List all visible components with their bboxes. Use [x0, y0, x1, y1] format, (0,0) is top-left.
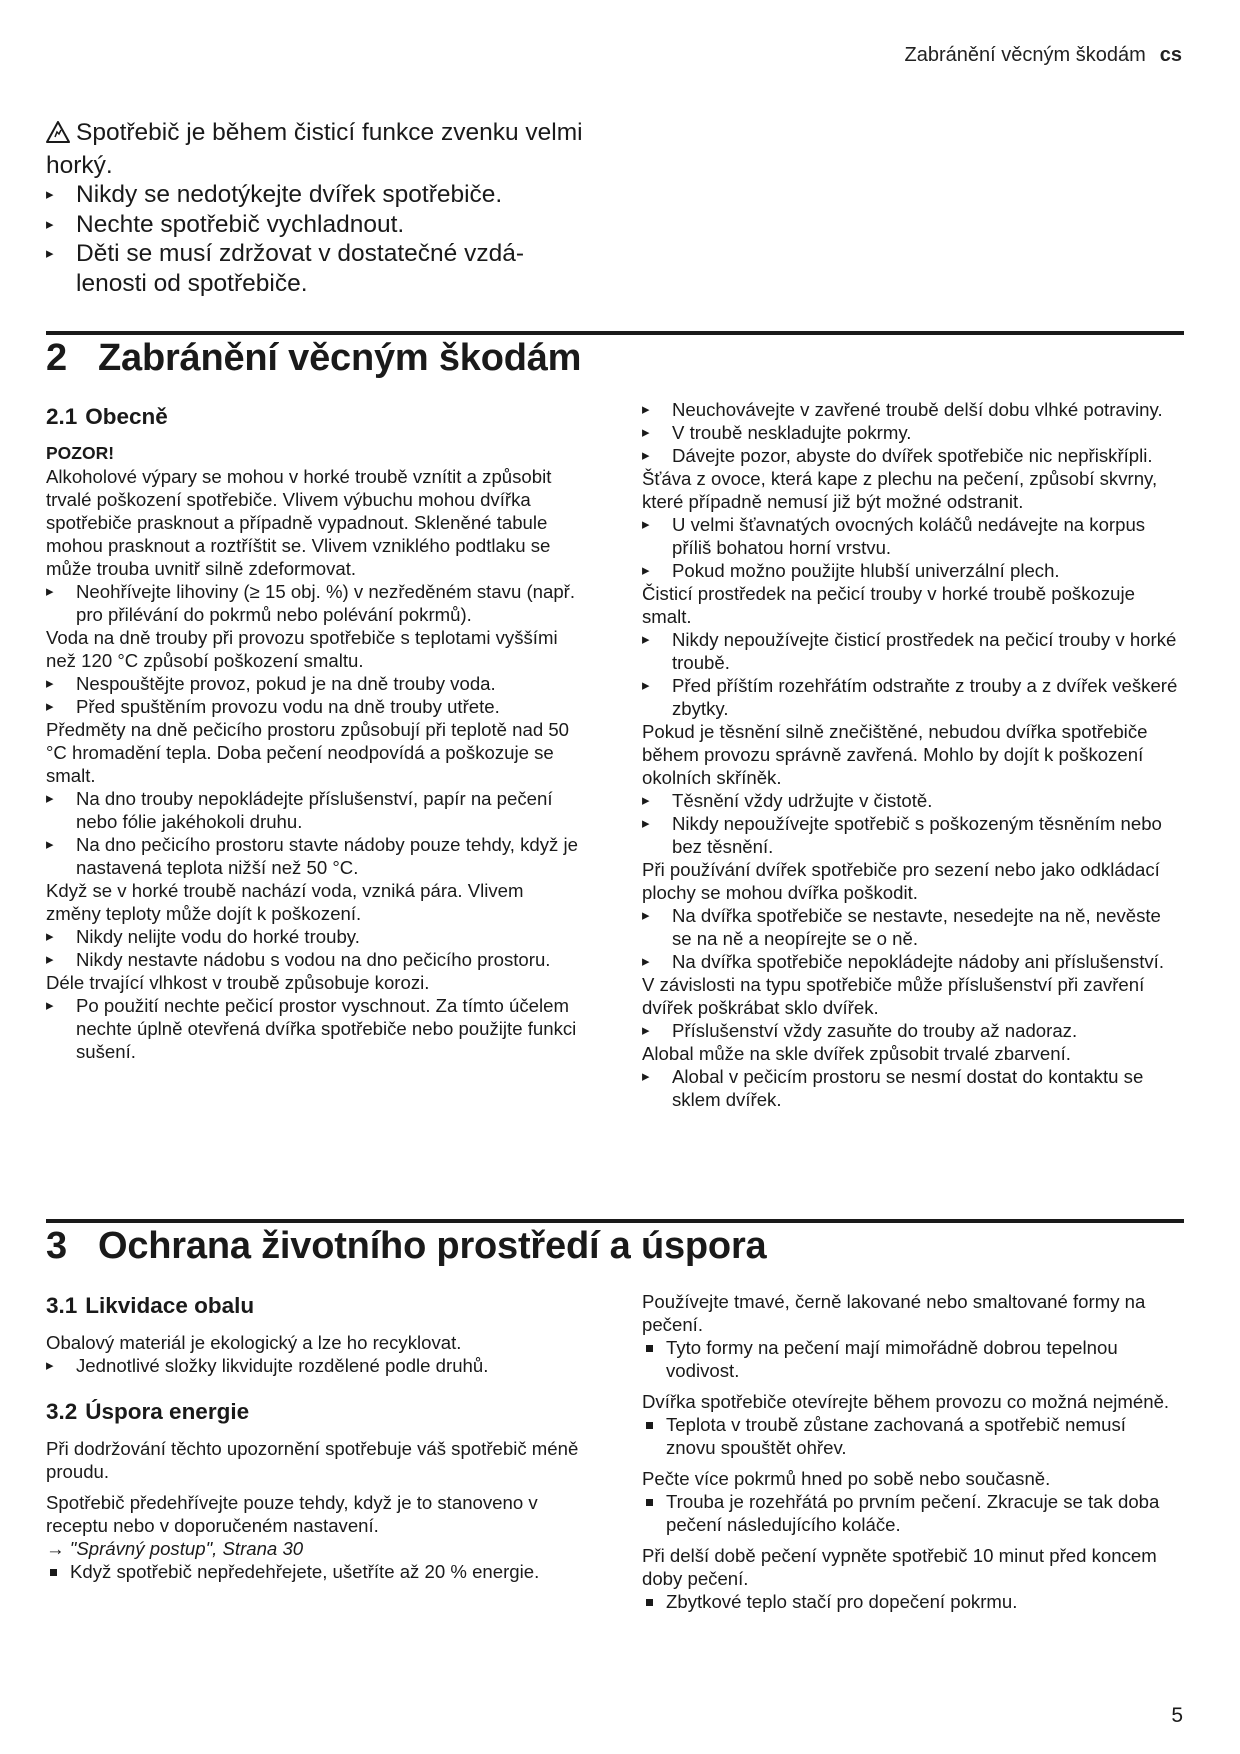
section-2-right-column	[642, 398, 1178, 1111]
section-rule	[46, 331, 1184, 335]
subsection-3-2-heading: 3.2 Úspora energie	[46, 1399, 250, 1424]
header-title: Zabránění věcným škodám	[904, 44, 1146, 66]
subsection-3-1-heading: 3.1 Likvidace obalu	[46, 1293, 255, 1318]
bullet-item: ▸ Nikdy nepoužívejte čisticí prostředek na pečicí trouby v horké troubě.	[642, 628, 1178, 674]
section-3-right-column	[642, 1290, 1178, 1613]
bullet-item: ▸ Po použití nechte pečicí prostor vyschnout. Za tímto účelem nechte úplně otevřená dvířka spotřebiče nebo použijte funkci sušení.	[46, 994, 582, 1063]
paragraph: Když se v horké troubě nachází voda, vzniká pára. Vlivem změny teploty může dojít k poškození.	[46, 880, 524, 924]
warning-text: Spotřebič je během čisticí funkce zvenku velmi horký.	[46, 119, 583, 179]
bullet-item: ▸ Dávejte pozor, abyste do dvířek spotřebiče nic nepřiskřípli.	[642, 444, 1178, 467]
paragraph: Používejte tmavé, černě lakované nebo smaltované formy na pečení.	[642, 1291, 1146, 1335]
square-bullet-item: Když spotřebič nepředehřejete, ušetříte až 20 % energie.	[46, 1560, 582, 1583]
bullet-item: ▸ Alobal v pečicím prostoru se nesmí dostat do kontaktu se sklem dvířek.	[642, 1065, 1178, 1111]
caution-label: POZOR!	[46, 443, 115, 463]
intro-warning	[46, 118, 586, 298]
section-rule	[46, 1219, 1184, 1223]
paragraph: V závislosti na typu spotřebiče může příslušenství při zavření dvířek poškrábat sklo dvířek.	[642, 974, 1145, 1018]
paragraph: Šťáva z ovoce, která kape z plechu na pečení, způsobí skvrny, které případně nemusí již být možné odstranit.	[642, 468, 1158, 512]
bullet-item: ▸ V troubě neskladujte pokrmy.	[642, 421, 1178, 444]
square-bullet-item: Tyto formy na pečení mají mimořádně dobrou tepelnou vodivost.	[642, 1336, 1178, 1382]
paragraph: Dvířka spotřebiče otevírejte během provozu co možná nejméně.	[642, 1391, 1170, 1412]
square-bullet-item: Teplota v troubě zůstane zachovaná a spotřebič nemusí znovu spouštět ohřev.	[642, 1413, 1178, 1459]
intro-bullet: ▸ Nechte spotřebič vychladnout.	[46, 210, 586, 240]
paragraph: Při dodržování těchto upozornění spotřebuje váš spotřebič méně proudu.	[46, 1438, 579, 1482]
bullet-item: ▸ Nespouštějte provoz, pokud je na dně trouby voda.	[46, 672, 582, 695]
intro-bullet: ▸ Děti se musí zdržovat v dostatečné vzdá-lenosti od spotřebiče.	[46, 239, 586, 298]
bullet-item: ▸ Na dno trouby nepokládejte příslušenství, papír na pečení nebo fólie jakéhokoli druhu.	[46, 787, 582, 833]
paragraph: Alobal může na skle dvířek způsobit trvalé zbarvení.	[642, 1043, 1071, 1064]
paragraph: Čisticí prostředek na pečicí trouby v horké troubě poškozuje smalt.	[642, 583, 1135, 627]
paragraph: Při používání dvířek spotřebiče pro sezení nebo jako odkládací plochy se mohou dvířka poškodit.	[642, 859, 1160, 903]
warning-triangle-icon	[46, 121, 70, 151]
page-number: 5	[1171, 1704, 1183, 1727]
bullet-item: ▸ Neuchovávejte v zavřené troubě delší dobu vlhké potraviny.	[642, 398, 1178, 421]
bullet-item: ▸ Příslušenství vždy zasuňte do trouby až nadoraz.	[642, 1019, 1178, 1042]
paragraph: Předměty na dně pečicího prostoru způsobují při teplotě nad 50 °C hromadění tepla. Doba pečení neodpovídá a poškozuje se smalt.	[46, 719, 570, 786]
square-bullet-item: Trouba je rozehřátá po prvním pečení. Zkracuje se tak doba pečení následujícího koláče.	[642, 1490, 1178, 1536]
bullet-item: ▸ Neohřívejte lihoviny (≥ 15 obj. %) v nezředěném stavu (např. pro přilévání do pokrmů nebo polévání pokrmů).	[46, 580, 582, 626]
section-2-left-column	[46, 404, 582, 1063]
bullet-item: ▸ Těsnění vždy udržujte v čistotě.	[642, 789, 1178, 812]
cross-reference-link[interactable]: → "Správný postup", Strana 30	[46, 1538, 304, 1559]
paragraph: Alkoholové výpary se mohou v horké troubě vznítit a způsobit trvalé poškození spotřebiče. Vlivem výbuchu mohou dvířka spotřebiče prasknout a případně vypadnout. Skleněné tabule mohou prasknout a roztříštit se. Vlivem vzniklého podtlaku se může trouba uvnitř silně zdeformovat.	[46, 466, 552, 579]
bullet-item: ▸ Nikdy nestavte nádobu s vodou na dno pečicího prostoru.	[46, 948, 582, 971]
section-3-heading: 3 Ochrana životního prostředí a úspora	[46, 1225, 767, 1267]
section-3-left-column	[46, 1293, 582, 1583]
paragraph: Obalový materiál je ekologický a lze ho recyklovat.	[46, 1332, 462, 1353]
subsection-2-1-heading: 2.1 Obecně	[46, 404, 168, 429]
warning-line	[46, 118, 586, 180]
paragraph: Pokud je těsnění silně znečištěné, nebudou dvířka spotřebiče během provozu správně zavřená. Mohlo by dojít k poškození okolních skříněk.	[642, 721, 1148, 788]
bullet-item: ▸ Jednotlivé složky likvidujte rozdělené podle druhů.	[46, 1354, 582, 1377]
bullet-item: ▸ U velmi šťavnatých ovocných koláčů nedávejte na korpus příliš bohatou horní vrstvu.	[642, 513, 1178, 559]
bullet-item: ▸ Na dvířka spotřebiče nepokládejte nádoby ani příslušenství.	[642, 950, 1178, 973]
bullet-item: ▸ Na dno pečicího prostoru stavte nádoby pouze tehdy, když je nastavená teplota nižší než 50 °C.	[46, 833, 582, 879]
paragraph: Při delší době pečení vypněte spotřebič 10 minut před koncem doby pečení.	[642, 1545, 1157, 1589]
bullet-item: ▸ Nikdy nelijte vodu do horké trouby.	[46, 925, 582, 948]
paragraph: Déle trvající vlhkost v troubě způsobuje korozi.	[46, 972, 430, 993]
running-header	[905, 44, 1182, 67]
intro-bullet: ▸ Nikdy se nedotýkejte dvířek spotřebiče.	[46, 180, 586, 210]
paragraph: Spotřebič předehřívejte pouze tehdy, když je to stanoveno v receptu nebo v doporučeném nastavení.	[46, 1492, 538, 1536]
paragraph: Voda na dně trouby při provozu spotřebiče s teplotami vyššími než 120 °C způsobí poškození smaltu.	[46, 627, 558, 671]
bullet-item: ▸ Na dvířka spotřebiče se nestavte, nesedejte na ně, nevěste se na ně a neopírejte se o ně.	[642, 904, 1178, 950]
bullet-item: ▸ Před příštím rozehřátím odstraňte z trouby a z dvířek veškeré zbytky.	[642, 674, 1178, 720]
paragraph: Pečte více pokrmů hned po sobě nebo současně.	[642, 1468, 1051, 1489]
language-code: cs	[1159, 44, 1182, 66]
section-2-heading: 2 Zabránění věcným škodám	[46, 337, 582, 379]
bullet-item: ▸ Pokud možno použijte hlubší univerzální plech.	[642, 559, 1178, 582]
square-bullet-item: Zbytkové teplo stačí pro dopečení pokrmu.	[642, 1590, 1178, 1613]
bullet-item: ▸ Před spuštěním provozu vodu na dně trouby utřete.	[46, 695, 582, 718]
bullet-item: ▸ Nikdy nepoužívejte spotřebič s poškozeným těsněním nebo bez těsnění.	[642, 812, 1178, 858]
